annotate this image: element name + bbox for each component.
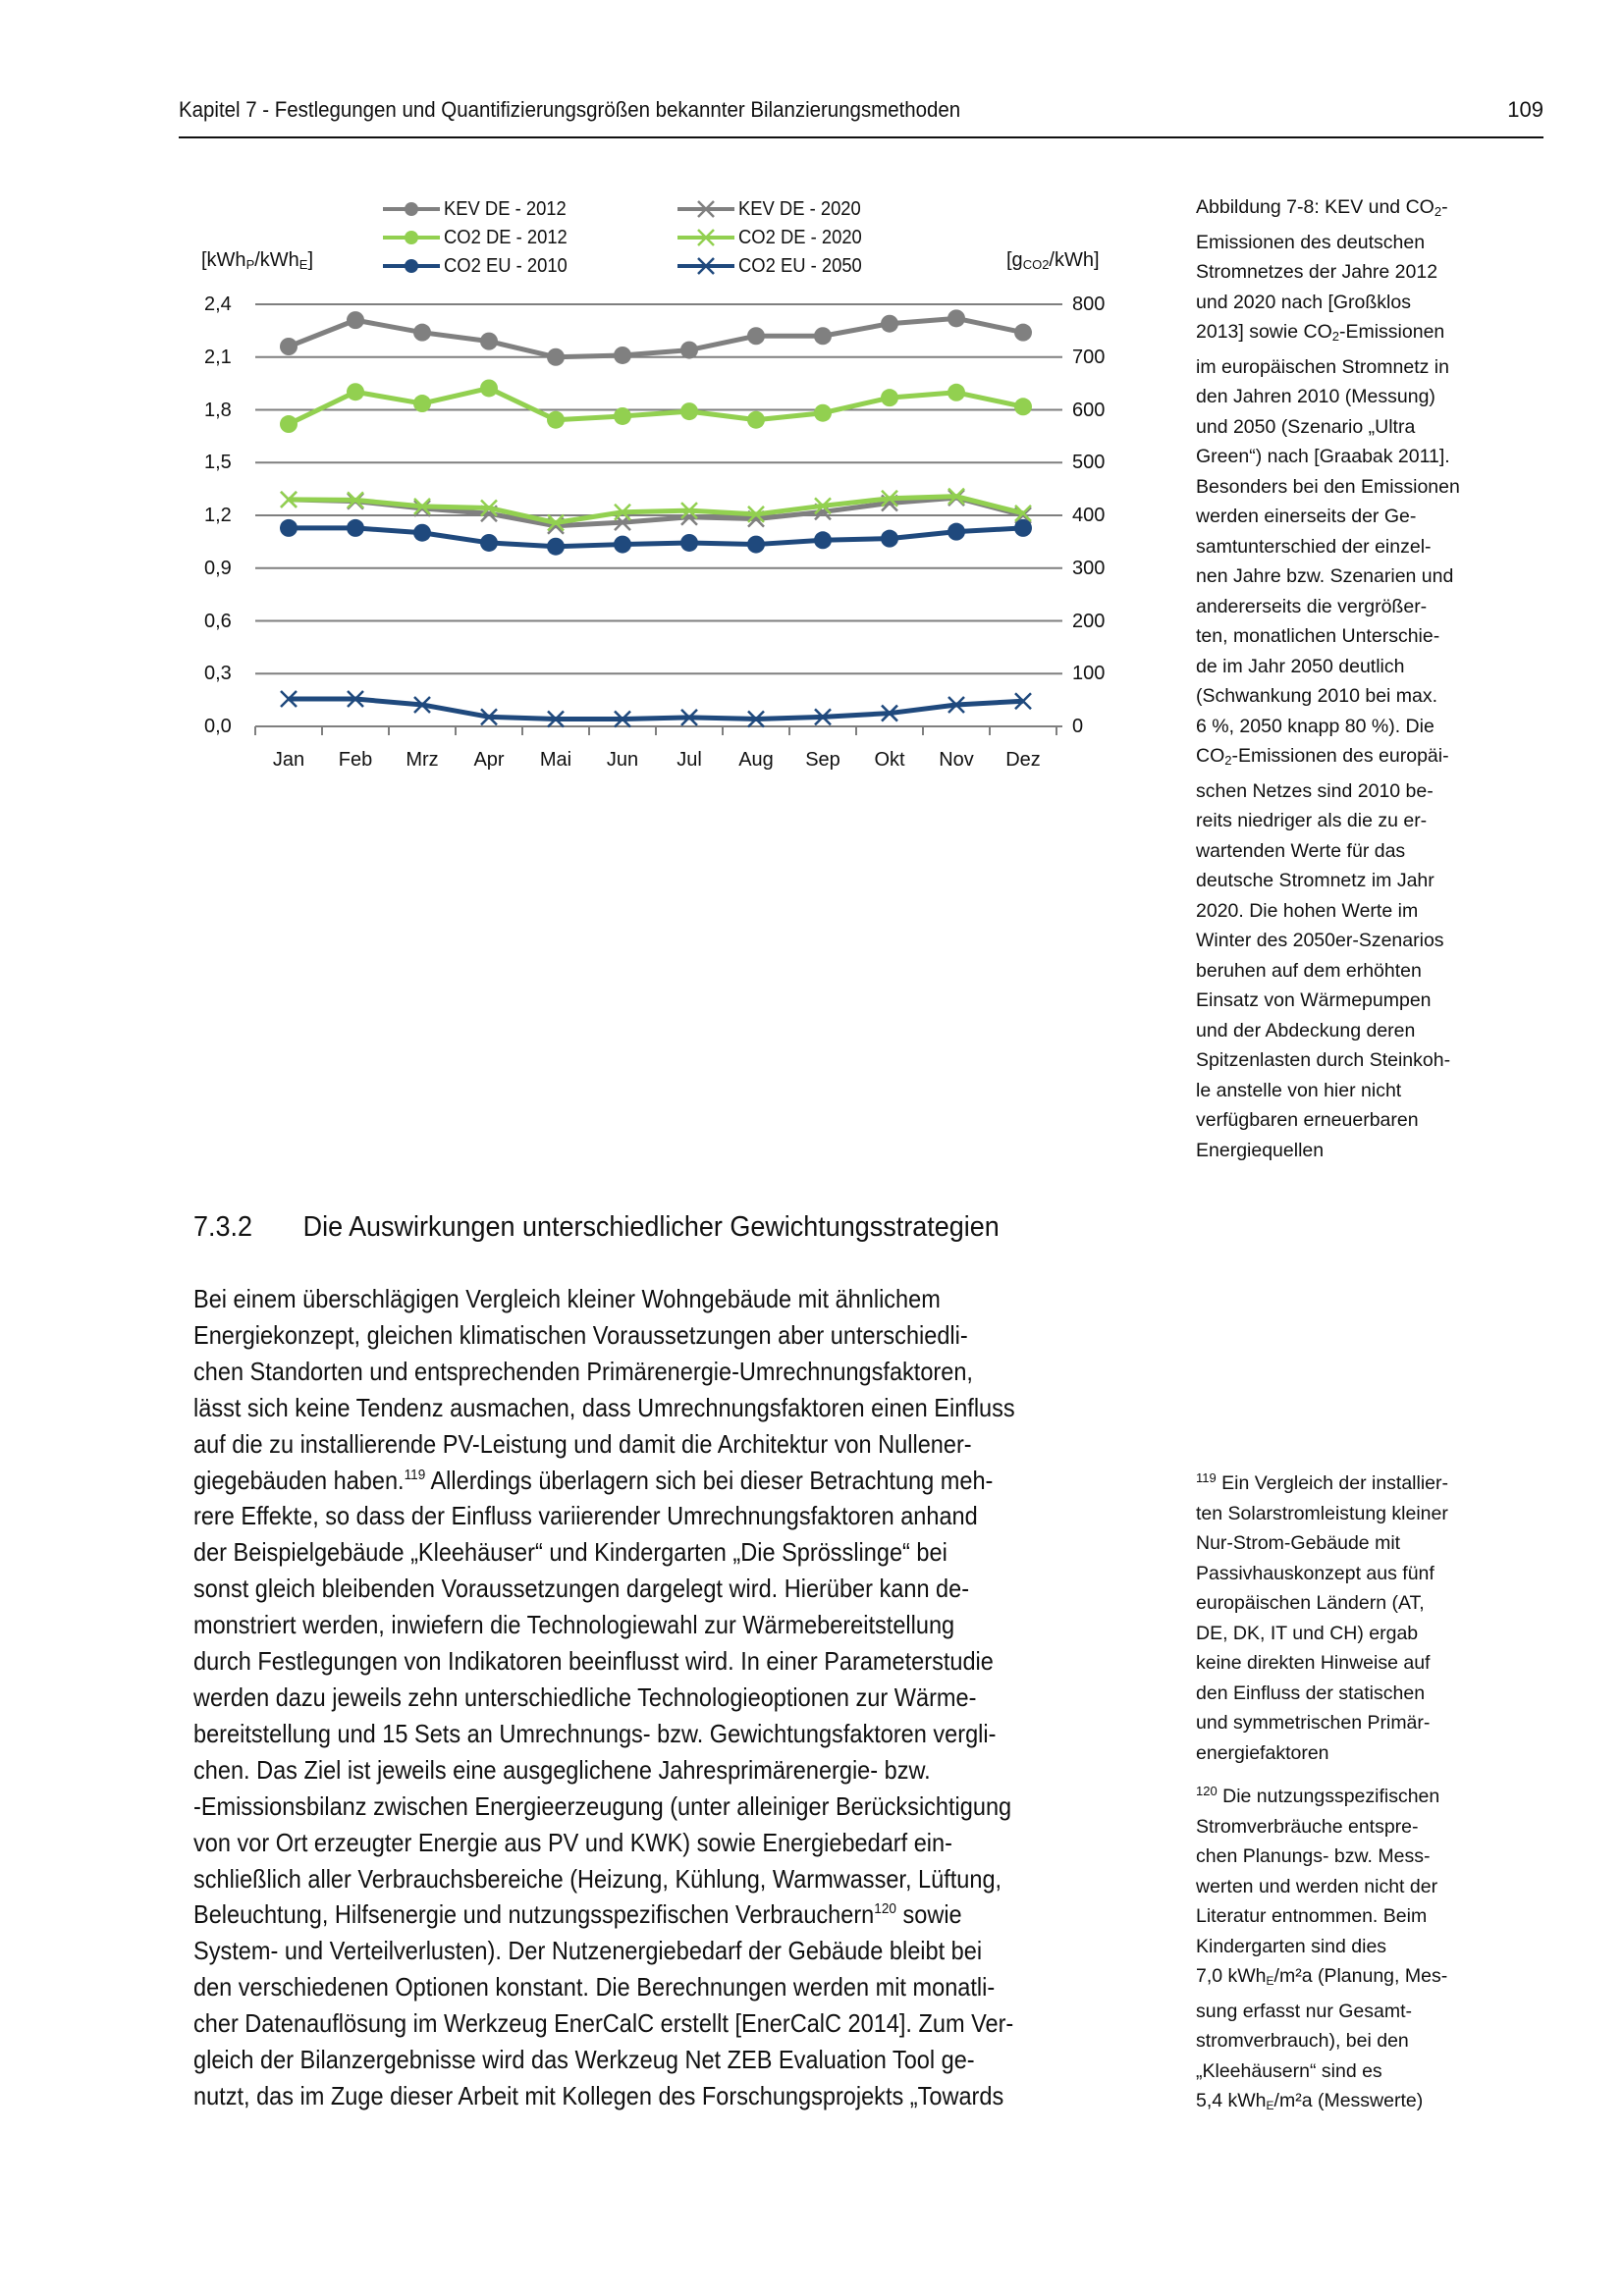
x-tick-label: Mrz [406,749,439,771]
legend-co2-eu-2050: CO2 EU - 2050 [738,255,862,277]
caption-line: den Jahren 2010 (Messung) [1196,386,1435,407]
footnote-line: Stromverbräuche entspre- [1196,1815,1419,1838]
x-tick-label: Jul [677,749,702,771]
section-heading [193,1207,1000,1247]
legend-co2-de-2020: CO2 DE - 2020 [738,227,862,248]
legend-co2-de-2012: CO2 DE - 2012 [444,227,568,248]
x-tick-label: Nov [939,749,974,771]
running-header [179,94,1543,133]
caption-line: Green“) nach [Graabak 2011]. [1196,446,1450,467]
body-paragraph [193,1281,1185,2114]
body-line: nutzt, das im Zuge dieser Arbeit mit Kollegen des Forschungsprojekts „Towards [193,2080,1004,2110]
caption-line: Stromnetzes der Jahre 2012 [1196,261,1438,283]
left-axis-unit: [kWh$_P$/kWh$_E$] [201,249,314,272]
footnote-119 [1196,1468,1520,1768]
figure-caption [1196,192,1520,1165]
data-point-circle [1014,324,1032,342]
body-line: von vor Ort erzeugter Energie aus PV und KWK) sowie Energiebedarf ein- [193,1827,952,1857]
data-point-circle [405,259,418,273]
data-point-circle [413,324,431,342]
data-point-circle [680,342,698,359]
y-tick-label-left: 0,9 [204,557,232,579]
body-line: bereitstellung und 15 Sets an Umrechnungs- bzw. Gewichtungsfaktoren vergli- [193,1718,997,1748]
body-line: chen. Das Ziel ist jeweils eine ausgeglichene Jahresprimärenergie- bzw. [193,1754,931,1785]
caption-line: reits niedriger als die zu er- [1196,810,1428,831]
right-axis-unit: $[g_{CO2}/kWh]$ [1006,249,1100,272]
data-point-circle [547,348,565,366]
data-point-circle [947,523,965,541]
data-point-circle [413,395,431,412]
data-point-circle [413,524,431,542]
body-line: sonst gleich bleibenden Voraussetzungen dargelegt wird. Hierüber kann de- [193,1574,970,1604]
body-line: durch Festlegungen von Indikatoren beeinflusst wird. In einer Parameterstudie [193,1646,994,1677]
y-tick-label-right: 0 [1072,716,1084,737]
caption-line: und 2050 (Szenario „Ultra [1196,415,1416,438]
footnote-line: Literatur entnommen. Beim [1196,1905,1428,1927]
data-point-circle [1014,519,1032,537]
caption-line: Abbildung 7-8: KEV und CO2- [1196,196,1448,219]
footnote-ref-120[interactable]: 120 [874,1900,896,1918]
data-point-circle [881,530,898,548]
caption-line: 6 %, 2050 knapp 80 %). Die [1196,715,1435,737]
data-point-circle [747,411,765,429]
y-tick-label-left: 1,8 [204,399,232,421]
caption-line: CO2-Emissionen des europäi- [1196,745,1449,768]
footnote-line: 7,0 kWhE/m²a (Planung, Mes- [1196,1965,1448,1988]
line-chart [187,187,1139,795]
legend-kev-de-2012: KEV DE - 2012 [444,198,567,220]
footnote-line: DE, DK, IT und CH) ergab [1196,1622,1419,1644]
caption-line: im europäischen Stromnetz in [1196,355,1449,378]
caption-line: le anstelle von hier nicht [1196,1079,1402,1101]
body-line: auf die zu installierende PV-Leistung und damit die Architektur von Nullener- [193,1428,972,1459]
caption-line: beruhen auf dem erhöhten [1196,959,1422,982]
caption-line: deutsche Stromnetz im Jahr [1196,870,1435,891]
footnote-line: Kindergarten sind dies [1196,1935,1387,1957]
y-tick-label-left: 0,3 [204,663,232,685]
data-point-circle [405,231,418,244]
x-tick-label: Sep [805,749,840,771]
data-point-circle [480,534,498,552]
x-tick-label: Aug [738,749,774,771]
data-point-circle [280,338,298,355]
data-point-circle [614,407,631,425]
data-point-circle [480,379,498,397]
series-line [289,528,1023,547]
footnote-line: Nur-Strom-Gebäude mit [1196,1532,1401,1554]
data-point-circle [814,531,832,549]
footnote-line: $^{120}$ Die nutzungsspezifischen [1196,1784,1440,1807]
y-tick-label-left: 2,1 [204,346,232,368]
series-line [289,388,1023,424]
y-tick-label-left: 1,2 [204,505,232,526]
body-line: lässt sich keine Tendenz ausmachen, dass Umrechnungsfaktoren einen Einfluss [193,1392,1015,1422]
body-line: -Emissionsbilanz zwischen Energieerzeugung (unter alleiniger Berücksichtigung [193,1790,1012,1821]
caption-line: 2020. Die hohen Werte im [1196,899,1419,922]
data-point-circle [347,383,364,400]
x-tick-label: Apr [473,749,505,771]
y-tick-label-right: 100 [1072,663,1106,685]
body-line: den verschiedenen Optionen konstant. Die Berechnungen werden mit monatli- [193,1972,996,2002]
data-point-circle [680,534,698,552]
legend-kev-de-2020: KEV DE - 2020 [738,198,861,220]
section-number: 7.3.2 [193,1211,252,1243]
footnote-ref-119[interactable]: 119 [404,1466,426,1483]
data-point-circle [814,327,832,345]
data-point-circle [347,311,364,329]
data-point-circle [814,404,832,422]
caption-line: ten, monatlichen Unterschie- [1196,625,1440,647]
y-tick-label-right: 800 [1072,294,1106,315]
caption-line: und 2020 nach [Großklos [1196,291,1411,313]
data-point-circle [547,538,565,556]
data-point-circle [405,202,418,216]
footnote-line: „Kleehäusern“ sind es [1196,2059,1382,2082]
footnote-line: chen Planungs- bzw. Mess- [1196,1845,1431,1867]
caption-line: Energiequellen [1196,1139,1325,1161]
page-number: 109 [1507,97,1543,122]
caption-line: Besonders bei den Emissionen [1196,475,1460,498]
data-point-circle [947,309,965,327]
body-line: cher Datenauflösung im Werkzeug EnerCalC erstellt [EnerCalC 2014]. Zum Ver- [193,2008,1014,2039]
footnote-line: europäischen Ländern (AT, [1196,1592,1425,1614]
body-line: giegebäuden haben.$^{119}$ Allerdings überlagern sich bei dieser Betrachtung meh- [193,1465,994,1495]
footnote-line: 5,4 kWhE/m²a (Messwerte) [1196,2090,1424,2112]
caption-line: werden einerseits der Ge- [1196,506,1417,527]
body-line: gleich der Bilanzergebnisse wird das Werkzeug Net ZEB Evaluation Tool ge- [193,2045,975,2075]
y-tick-label-right: 300 [1072,557,1106,579]
header-divider [179,136,1543,138]
x-tick-label: Mai [539,749,572,771]
y-tick-label-left: 0,6 [204,610,232,632]
y-tick-label-right: 400 [1072,505,1106,526]
footnote-line: werten und werden nicht der [1196,1875,1438,1897]
caption-line: Einsatz von Wärmepumpen [1196,989,1432,1011]
data-point-circle [747,327,765,345]
caption-line: de im Jahr 2050 deutlich [1196,655,1405,677]
series-line [289,318,1023,356]
x-tick-label: Feb [338,749,373,771]
y-tick-label-left: 0,0 [204,716,232,737]
caption-line: nen Jahre bzw. Szenarien und [1196,565,1454,587]
footnote-line: sung erfasst nur Gesamt- [1196,2000,1413,2022]
section-title: Die Auswirkungen unterschiedlicher Gewichtungsstrategien [302,1211,1000,1243]
footnote-line: stromverbrauch), bei den [1196,2030,1409,2052]
y-tick-label-right: 600 [1072,399,1106,421]
y-tick-label-left: 1,5 [204,452,232,474]
footnote-line: $^{119}$ Ein Vergleich der installier- [1196,1470,1449,1494]
data-point-circle [280,415,298,433]
footnote-line: Passivhauskonzept aus fünf [1196,1562,1435,1584]
caption-line: samtunterschied der einzel- [1196,535,1432,558]
data-point-circle [881,389,898,406]
x-tick-label: Jan [272,749,305,771]
x-tick-label: Dez [1005,749,1041,771]
caption-line: wartenden Werte für das [1196,839,1406,862]
footnote-120 [1196,1782,1520,2121]
caption-line: andererseits die vergrößer- [1196,595,1428,617]
body-line: rere Effekte, so dass der Einfluss variierender Umrechnungsfaktoren anhand [193,1501,978,1531]
x-tick-label: Jun [606,749,639,771]
footnote-line: den Einfluss der statischen [1196,1682,1426,1704]
y-tick-label-right: 700 [1072,346,1106,368]
chart-plot [187,187,1139,795]
footnote-line: und symmetrischen Primär- [1196,1712,1431,1734]
body-line: Energiekonzept, gleichen klimatischen Voraussetzungen aber unterschiedli- [193,1319,968,1350]
data-point-circle [547,411,565,429]
data-point-circle [680,402,698,420]
legend-co2-eu-2010: CO2 EU - 2010 [444,255,568,277]
chapter-title: Kapitel 7 - Festlegungen und Quantifizierungsgrößen bekannter Bilanzierungsmethoden [179,97,961,122]
data-point-circle [280,519,298,537]
footnote-line: ten Solarstromleistung kleiner [1196,1502,1448,1524]
body-line: schließlich aller Verbrauchsbereiche (Heizung, Kühlung, Warmwasser, Lüftung, [193,1863,1002,1894]
caption-line: verfügbaren erneuerbaren [1196,1109,1419,1131]
data-point-circle [480,333,498,350]
data-point-circle [747,536,765,554]
footnote-line: energiefaktoren [1196,1741,1329,1764]
y-tick-label-right: 200 [1072,610,1106,632]
body-line: Beleuchtung, Hilfsenergie und nutzungsspezifischen Verbrauchern$^{120}$ sowie [193,1899,962,1930]
data-point-circle [947,384,965,401]
caption-line: und der Abdeckung deren [1196,1019,1416,1041]
caption-line: Emissionen des deutschen [1196,231,1426,253]
data-point-circle [1014,398,1032,415]
x-tick-label: Okt [874,749,905,771]
body-line: werden dazu jeweils zehn unterschiedliche Technologieoptionen zur Wärme- [193,1682,977,1712]
caption-line: 2013] sowie CO2-Emissionen [1196,321,1445,344]
body-line: monstriert werden, inwiefern die Technologiewahl zur Wärmebereitstellung [193,1610,955,1640]
data-point-circle [614,536,631,554]
caption-line: schen Netzes sind 2010 be- [1196,779,1434,802]
body-line: chen Standorten und entsprechenden Primärenergie-Umrechnungsfaktoren, [193,1356,973,1386]
y-tick-label-left: 2,4 [204,294,232,315]
caption-line: (Schwankung 2010 bei max. [1196,685,1438,707]
caption-line: Spitzenlasten durch Steinkoh- [1196,1049,1451,1071]
caption-line: Winter des 2050er-Szenarios [1196,930,1444,951]
data-point-circle [881,315,898,333]
footnote-line: keine direkten Hinweise auf [1196,1652,1431,1674]
body-line: der Beispielgebäude „Kleehäuser“ und Kindergarten „Die Sprösslinge“ bei [193,1537,947,1568]
series-line [289,699,1023,719]
body-line: Bei einem überschlägigen Vergleich kleiner Wohngebäude mit ähnlichem [193,1284,941,1313]
body-line: System- und Verteilverlusten). Der Nutzenergiebedarf der Gebäude bleibt bei [193,1936,983,1966]
y-tick-label-right: 500 [1072,452,1106,474]
data-point-circle [614,347,631,364]
data-point-circle [347,519,364,537]
